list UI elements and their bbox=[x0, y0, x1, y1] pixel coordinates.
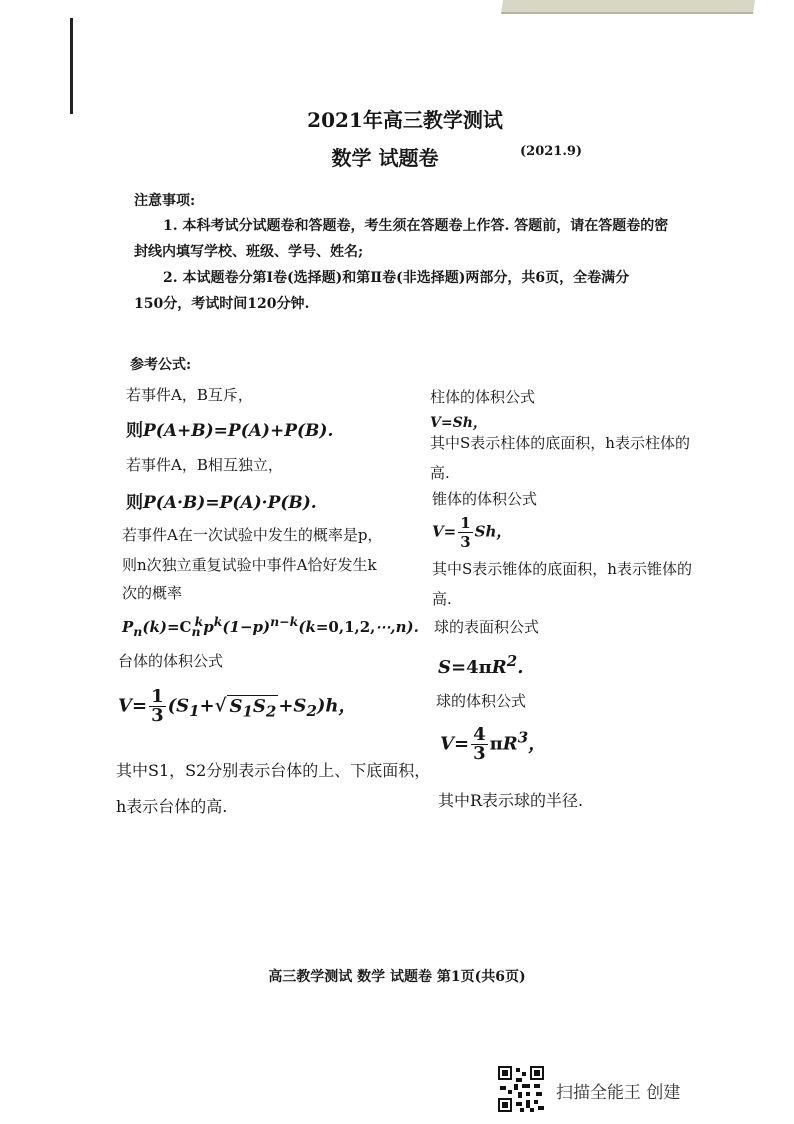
frustum-volume-title: 台体的体积公式 bbox=[118, 652, 224, 670]
prism-description-1: 其中S表示柱体的底面积，h表示柱体的 bbox=[430, 434, 690, 452]
frustum-volume-formula: V= $\frac{1}{3}$ ($S_1+√$ $S_1S_2 +S_2)h$， bbox=[118, 686, 357, 726]
prism-volume-formula: V=Sh， bbox=[430, 415, 487, 431]
prism-volume-title: 柱体的体积公式 bbox=[430, 388, 536, 406]
notice-item-1-line-2: 封线内填写学校、班级、学号、姓名; bbox=[134, 244, 364, 260]
prism-description-2: 高. bbox=[430, 464, 450, 482]
frustum-description-2: h表示台体的高. bbox=[116, 797, 228, 816]
notice-item-2-line-2: 150分，考试时间120分钟. bbox=[134, 296, 310, 312]
sphere-area-title: 球的表面积公式 bbox=[434, 618, 540, 636]
notice-item-2-line-1: 2. 本试题卷分第Ⅰ卷(选择题)和第Ⅱ卷(非选择题)两部分，共6页，全卷满分 bbox=[163, 270, 630, 286]
sphere-description: 其中R表示球的半径. bbox=[438, 791, 584, 810]
sphere-volume-formula: V= $\frac{4}{3}$ $\pi R^3$， bbox=[440, 724, 547, 764]
notice-item-1-line-1: 1. 本科考试分试题卷和答题卷，考生须在答题卷上作答. 答题前，请在答题卷的密 bbox=[163, 218, 669, 234]
exam-subtitle bbox=[0, 142, 782, 171]
cone-volume-title: 锥体的体积公式 bbox=[432, 490, 538, 508]
notice-heading: 注意事项: bbox=[134, 193, 196, 209]
scanner-watermark: 扫描全能王 创建 bbox=[556, 1083, 681, 1103]
mutex-formula: 则P(A+B)=P(A)+P(B). bbox=[126, 421, 334, 441]
binomial-formula: $P_n(k)=C_n^kp^k(1-p)^{n-k}(k=0,1,2,\cdots,n)$. bbox=[122, 614, 419, 639]
binomial-line-1: 若事件A在一次试验中发生的概率是p， bbox=[122, 526, 383, 544]
page-footer: 高三教学测试 数学 试题卷 第1页(共6页) bbox=[268, 969, 526, 985]
subject-name: 数学 试题卷 bbox=[331, 146, 439, 170]
independent-formula: 则P(A·B)=P(A)·P(B). bbox=[126, 493, 317, 513]
cone-volume-formula: V= $\frac{1}{3}$ Sh， bbox=[432, 514, 512, 551]
reference-heading: 参考公式: bbox=[130, 357, 192, 373]
exam-title: 2021年高三教学测试 bbox=[307, 108, 503, 132]
sphere-volume-title: 球的体积公式 bbox=[436, 692, 527, 710]
cone-description-2: 高. bbox=[432, 590, 452, 608]
exam-date: (2021.9) bbox=[520, 144, 583, 159]
paper-corner-tab bbox=[501, 0, 755, 14]
sphere-area-formula: $S=4\pi R^2$. bbox=[438, 652, 524, 678]
binomial-line-2: 则n次独立重复试验中事件A恰好发生k bbox=[122, 556, 377, 574]
frustum-description-1: 其中S1，S2分别表示台体的上、下底面积， bbox=[116, 761, 431, 780]
independent-condition: 若事件A，B相互独立， bbox=[126, 456, 283, 474]
cone-description-1: 其中S表示锥体的底面积，h表示锥体的 bbox=[432, 560, 692, 578]
qr-code-icon bbox=[496, 1064, 546, 1114]
binomial-line-3: 次的概率 bbox=[122, 584, 183, 602]
scan-edge-line bbox=[70, 18, 73, 114]
mutex-condition: 若事件A，B互斥， bbox=[126, 386, 253, 404]
